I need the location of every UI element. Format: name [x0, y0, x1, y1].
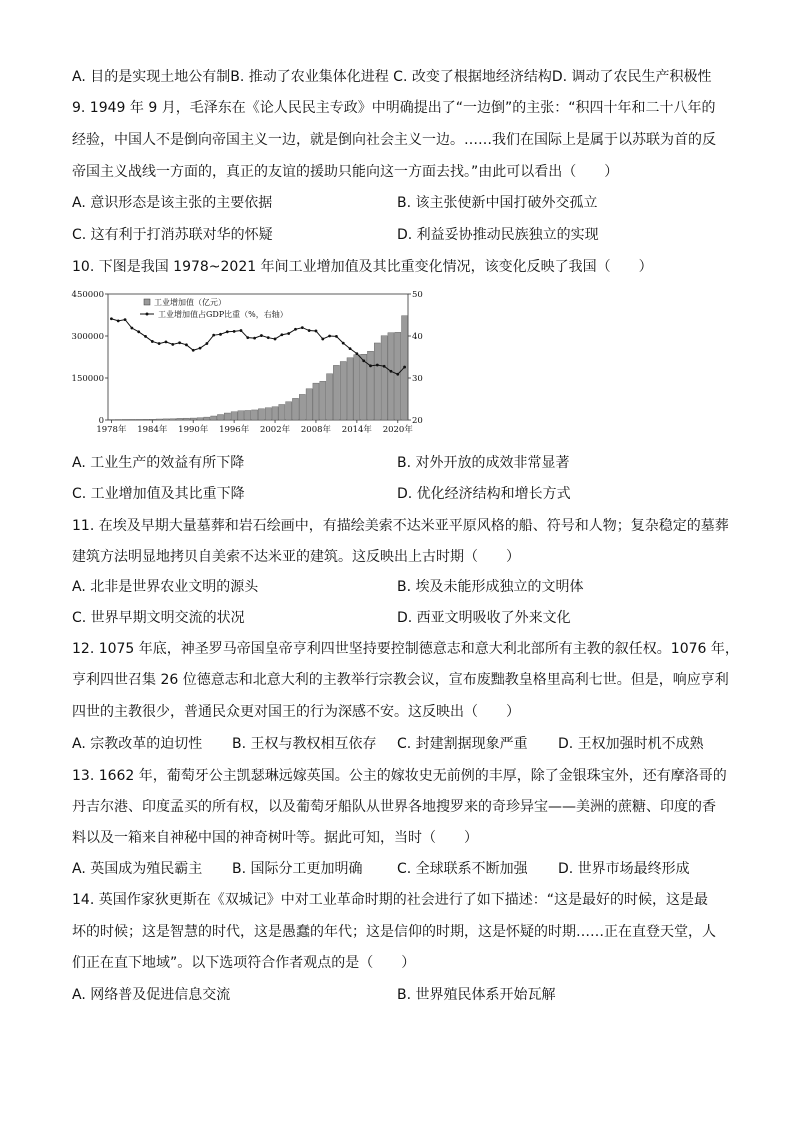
bar	[258, 409, 264, 420]
q11-stem-line-2: 建筑方法明显地拷贝自美索不达米亚的建筑。这反映出上古时期（ ）	[72, 549, 520, 565]
q9-stem-line-1: 9. 1949 年 9 月，毛泽东在《论人民民主专政》中明确提出了“一边倒”的主张：“积四十年和二十八年的	[72, 100, 716, 116]
bar	[136, 419, 142, 420]
bar	[177, 418, 183, 420]
q13-option-a: A. 英国成为殖民霸主	[72, 861, 203, 877]
bar	[265, 408, 271, 420]
q13-stem-line-1: 13. 1662 年，葡萄牙公主凯瑟琳远嫁英国。公主的嫁妆史无前例的丰厚，除了金银珠宝外，还有摩洛哥的	[72, 768, 727, 784]
bar	[142, 419, 148, 420]
left-axis-tick-label: 0	[98, 416, 104, 426]
gdp-share-point	[260, 334, 263, 337]
right-axis-tick-label: 50	[412, 290, 423, 300]
bar	[374, 343, 380, 420]
bar	[306, 389, 312, 420]
q10-stem: 10. 下图是我国 1978~2021 年间工业增加值及其比重变化情况，该变化反映了我国（ ）	[72, 259, 653, 275]
bar	[292, 398, 298, 420]
q11-option-b: B. 埃及未能形成独立的文明体	[397, 579, 584, 595]
gdp-share-point	[192, 349, 195, 352]
gdp-share-point	[403, 366, 406, 369]
gdp-share-point	[390, 370, 393, 373]
q14-stem-line-1: 14. 英国作家狄更斯在《双城记》中对工业革命时期的社会进行了如下描述：“这是最好的时候，这是最	[72, 892, 708, 908]
bar	[183, 418, 189, 420]
right-axis-tick-label: 30	[412, 374, 423, 384]
bar	[129, 419, 135, 420]
gdp-share-point	[342, 342, 345, 345]
q12-option-a: A. 宗教改革的迫切性	[72, 736, 203, 752]
gdp-share-point	[308, 329, 311, 332]
q14-option-b: B. 世界殖民体系开始瓦解	[397, 987, 556, 1003]
bar	[272, 407, 278, 420]
bar	[156, 419, 162, 420]
legend-line-marker	[146, 313, 149, 316]
bar	[361, 354, 367, 420]
gdp-share-point	[144, 335, 147, 338]
gdp-share-point	[376, 364, 379, 367]
gdp-share-point	[240, 329, 243, 332]
bar	[279, 404, 285, 420]
gdp-share-point	[171, 343, 174, 346]
left-axis-tick-label: 150000	[71, 374, 104, 384]
q9-option-b: B. 该主张使新中国打破外交孤立	[397, 195, 598, 211]
gdp-share-point	[349, 347, 352, 350]
x-axis-tick-label: 1978年	[96, 425, 127, 435]
left-axis-tick-label: 450000	[71, 290, 104, 300]
q10-option-c: C. 工业增加值及其比重下降	[72, 486, 245, 502]
gdp-share-point	[355, 352, 358, 355]
gdp-share-point	[117, 319, 120, 322]
gdp-share-point	[158, 342, 161, 345]
bar	[347, 358, 353, 420]
gdp-share-point	[233, 330, 236, 333]
q10-option-b: B. 对外开放的成效非常显著	[397, 455, 570, 471]
gdp-share-point	[151, 340, 154, 343]
bar	[327, 374, 333, 420]
q9-option-a: A. 意识形态是该主张的主要依据	[72, 195, 273, 211]
q10-option-d: D. 优化经济结构和增长方式	[397, 486, 571, 502]
gdp-share-point	[137, 330, 140, 333]
gdp-share-point	[396, 373, 399, 376]
q12-stem-line-1: 12. 1075 年底，神圣罗马帝国皇帝亨利四世坚持要控制德意志和意大利北部所有主教的叙任权。1076 年，	[72, 641, 739, 657]
bar	[204, 417, 210, 420]
gdp-share-point	[253, 337, 256, 340]
gdp-share-point	[315, 330, 318, 333]
bar	[163, 419, 169, 420]
gdp-share-point	[369, 364, 372, 367]
q11-option-d: D. 西亚文明吸收了外来文化	[397, 610, 571, 626]
bar	[320, 381, 326, 420]
bar	[245, 410, 251, 420]
q12-option-c: C. 封建割据现象严重	[397, 736, 528, 752]
gdp-share-point	[165, 340, 168, 343]
q13-option-c: C. 全球联系不断加强	[397, 861, 528, 877]
x-axis-tick-label: 1984年	[137, 425, 168, 435]
bar	[122, 419, 128, 420]
bar	[340, 362, 346, 420]
bar	[333, 365, 339, 420]
gdp-share-point	[199, 347, 202, 350]
gdp-share-point	[130, 327, 133, 330]
bar	[313, 383, 319, 420]
gdp-share-point	[110, 317, 113, 320]
gdp-share-point	[287, 332, 290, 335]
right-axis-tick-label: 20	[412, 416, 423, 426]
bar	[388, 333, 394, 420]
bar	[224, 413, 230, 420]
bar	[149, 419, 155, 420]
gdp-share-point	[219, 333, 222, 336]
q11-option-c: C. 世界早期文明交流的状况	[72, 610, 245, 626]
x-axis-tick-label: 1990年	[178, 425, 209, 435]
bar	[231, 412, 237, 420]
q11-option-a: A. 北非是世界农业文明的源头	[72, 579, 259, 595]
left-axis-tick-label: 300000	[71, 332, 104, 342]
gdp-share-point	[226, 330, 229, 333]
q13-option-d: D. 世界市场最终形成	[558, 861, 690, 877]
legend-bar-swatch	[144, 299, 150, 305]
gdp-share-point	[328, 335, 331, 338]
bar	[108, 420, 114, 421]
x-axis-tick-label: 2020年	[382, 425, 413, 435]
q9-option-c: C. 这有利于打消苏联对华的怀疑	[72, 227, 273, 243]
legend-line-label: 工业增加值占GDP比重（%，右轴）	[158, 310, 288, 319]
q9-stem-line-3: 帝国主义战线一方面的，真正的友谊的援助只能向这一方面去找。”由此可以看出（ ）	[72, 164, 619, 180]
q14-stem-line-2: 坏的时候；这是智慧的时代，这是愚蠢的年代；这是信仰的时期，这是怀疑的时期……正在直登天堂，人	[72, 924, 716, 940]
q13-stem-line-3: 料以及一箱来自神秘中国的神奇树叶等。据此可知，当时（ ）	[72, 830, 478, 846]
right-axis-tick-label: 40	[412, 332, 423, 342]
gdp-share-point	[383, 365, 386, 368]
bar	[217, 415, 223, 420]
gdp-share-point	[185, 343, 188, 346]
bar	[170, 419, 176, 420]
q9-option-d: D. 利益妥协推动民族独立的实现	[397, 227, 599, 243]
gdp-share-point	[178, 341, 181, 344]
gdp-share-point	[274, 338, 277, 341]
x-axis-tick-label: 2002年	[259, 425, 291, 435]
q12-stem-line-3: 四世的主教很少，普通民众更对国王的行为深感不安。这反映出（ ）	[72, 704, 520, 720]
q14-option-a: A. 网络普及促进信息交流	[72, 987, 231, 1003]
q13-option-b: B. 国际分工更加明确	[232, 861, 363, 877]
x-axis-tick-label: 2008年	[300, 425, 332, 435]
gdp-share-point	[267, 336, 270, 339]
x-axis-tick-label: 1996年	[219, 425, 250, 435]
bar	[190, 418, 196, 420]
q10-option-a: A. 工业生产的效益有所下降	[72, 455, 245, 471]
bar	[238, 411, 244, 420]
bar	[252, 410, 258, 420]
q8-options-line: A. 目的是实现土地公有制B. 推动了农业集体化进程 C. 改变了根据地经济结构D. 调动了农民生产积极性	[72, 69, 712, 85]
bar	[299, 394, 305, 420]
q13-stem-line-2: 丹吉尔港、印度孟买的所有权，以及葡萄牙船队从世界各地搜罗来的奇珍异宝——美洲的蔗糖、印度的香	[72, 799, 716, 815]
q14-stem-line-3: 们正在直下地域”。以下选项符合作者观点的是（ ）	[72, 955, 416, 971]
q12-stem-line-2: 亨利四世召集 26 位德意志和北意大利的主教举行宗教会议，宣布废黜教皇格里高利七世。但是，响应亨利	[72, 672, 729, 688]
bar	[354, 355, 360, 420]
bar	[367, 351, 373, 420]
q12-option-b: B. 王权与教权相互依存	[232, 736, 377, 752]
gdp-share-point	[212, 334, 215, 337]
gdp-share-point	[321, 338, 324, 341]
bar	[115, 419, 121, 420]
q9-stem-line-2: 经验，中国人不是倒向帝国主义一边，就是倒向社会主义一边。……我们在国际上是属于以苏联为首的反	[72, 132, 716, 148]
gdp-share-point	[294, 328, 297, 331]
industrial-value-chart	[70, 286, 423, 438]
legend-bar-label: 工业增加值（亿元）	[154, 298, 226, 307]
q11-stem-line-1: 11. 在埃及早期大量墓葬和岩石绘画中，有描绘美索不达米亚平原风格的船、符号和人物；复杂稳定的墓葬	[72, 518, 729, 534]
gdp-share-point	[335, 335, 338, 338]
gdp-share-point	[205, 342, 208, 345]
bar	[286, 402, 292, 420]
bar	[381, 336, 387, 420]
gdp-share-point	[362, 359, 365, 362]
bar	[197, 418, 203, 420]
q12-option-d: D. 王权加强时机不成熟	[558, 736, 704, 752]
bar	[211, 416, 217, 420]
gdp-share-point	[280, 333, 283, 336]
bar	[395, 332, 401, 420]
x-axis-tick-label: 2014年	[341, 425, 372, 435]
gdp-share-point	[124, 318, 127, 321]
gdp-share-point	[301, 326, 304, 329]
gdp-share-point	[246, 336, 249, 339]
